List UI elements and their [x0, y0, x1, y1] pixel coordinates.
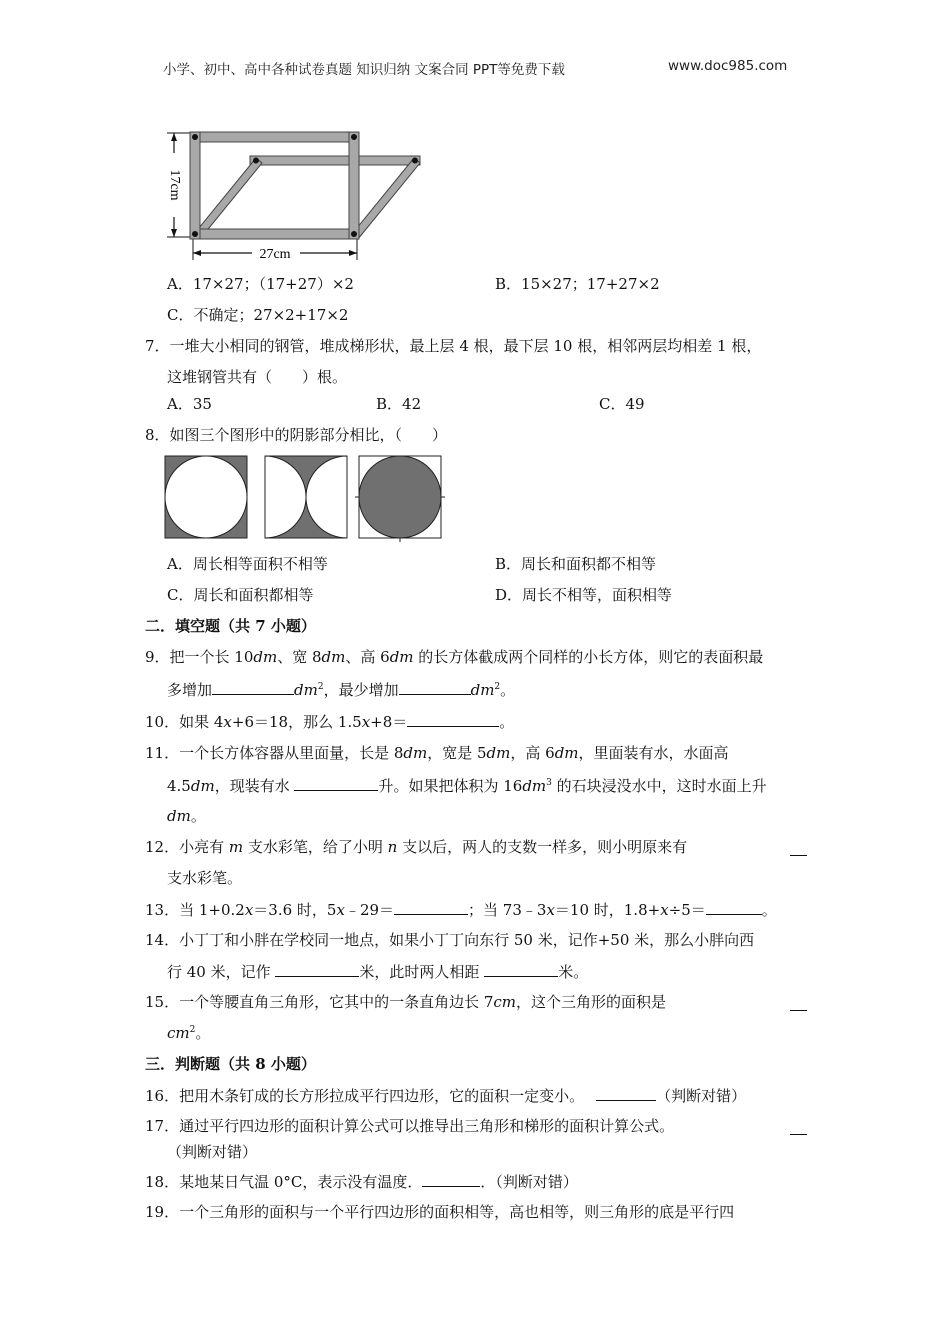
q15-text: 15．一个等腰直角三角形，它其中的一条直角边长 7 [145, 993, 494, 1011]
q10-text: 。 [499, 713, 515, 731]
q13-line [145, 899, 777, 920]
q15-line2 [167, 1023, 210, 1043]
q18-text: 18．某地某日气温 0°C，表示没有温度． [145, 1173, 423, 1191]
q10-blank[interactable] [407, 711, 499, 727]
q12-line2: 支水彩笔。 [167, 869, 243, 887]
nail-icon [412, 158, 418, 164]
q12-text: 支以后，两人的支数一样多，则小明原来有 [397, 838, 688, 856]
q8-option-c: C．周长和面积都相等 [167, 586, 314, 604]
rectangle-top-stick [191, 132, 359, 142]
q10-text: +8＝ [370, 713, 408, 731]
q9-text: ，最少增加 [323, 681, 399, 699]
q14-line2 [167, 961, 588, 982]
q11-text: ，宽是 5 [427, 744, 487, 762]
q9-unit: dm [253, 648, 278, 666]
q10-text: +6＝18，那么 1.5 [231, 713, 362, 731]
q12-var: n [387, 838, 398, 856]
q17-blank[interactable] [790, 1119, 807, 1135]
header-site: www.doc985.com [668, 58, 788, 74]
q12-blank[interactable] [790, 840, 807, 856]
q18-line [145, 1171, 578, 1192]
q13-text: ；当 73﹣3 [468, 901, 547, 919]
q18-blank[interactable] [422, 1171, 480, 1187]
q11-text: 的石块浸没水中，这时水面上升 [551, 777, 767, 795]
q14-text: 米。 [558, 963, 589, 981]
q13-var: x [244, 901, 254, 919]
q7-option-c: C．49 [599, 395, 645, 413]
figure-rectangle-parallelogram [160, 125, 430, 265]
q7-stem-line2: 这堆钢管共有（ ）根。 [167, 368, 348, 386]
q13-text: ÷5＝ [668, 901, 706, 919]
arrow-left-icon [193, 250, 201, 256]
nail-icon [192, 134, 198, 140]
q9-blank-min[interactable] [399, 679, 471, 695]
q11-line1 [145, 743, 729, 763]
q15-sup: 2 [189, 1025, 196, 1035]
q11-text: ，现装有水 [214, 777, 295, 795]
q18-text: ．（判断对错） [480, 1173, 578, 1191]
q15-text: ，这个三角形的面积是 [516, 993, 667, 1011]
q9-sup: 2 [317, 682, 324, 692]
q17-line1: 17．通过平行四边形的面积计算公式可以推导出三角形和梯形的面积计算公式。 [145, 1117, 675, 1135]
q11-text: 。 [190, 807, 206, 825]
q8-figures [163, 454, 448, 544]
q11-blank-water[interactable] [294, 775, 378, 791]
q9-text: 9．把一个长 10 [145, 648, 254, 666]
q7-option-a: A．35 [167, 395, 212, 413]
q11-unit: dm [190, 777, 215, 795]
q13-var: x [546, 901, 555, 919]
arrow-down-icon [171, 229, 177, 237]
q11-text: 升。如果把体积为 16 [378, 777, 523, 795]
q9-unit: dm [321, 648, 346, 666]
q8-option-b: B．周长和面积都不相等 [495, 555, 657, 573]
q9-unit: dm [470, 681, 495, 699]
q14-text: 行 40 米，记作 [167, 963, 276, 981]
q15-line1 [145, 992, 666, 1012]
q11-unit: dm [554, 744, 579, 762]
q15-text: 。 [195, 1024, 211, 1042]
q10-var: x [361, 713, 371, 731]
q16-text: 16．把用木条钉成的长方形拉成平行四边形，它的面积一定变小。 [145, 1087, 585, 1105]
q7-option-b: B．42 [376, 395, 422, 413]
parallelogram-top-stick [250, 156, 420, 165]
q9-unit: dm [294, 681, 318, 699]
q16-line [145, 1085, 746, 1106]
q13-text: ＝3.6 时，5 [253, 901, 337, 919]
q13-text: ＝10 时，1.8+ [554, 901, 661, 919]
q9-blank-max[interactable] [212, 679, 294, 695]
q14-blank-distance[interactable] [484, 961, 558, 977]
q11-unit: dm [403, 744, 428, 762]
q12-text: 12．小亮有 [145, 838, 229, 856]
q9-unit: dm [389, 648, 414, 666]
q14-blank-record[interactable] [275, 961, 359, 977]
q11-unit: dm [522, 777, 547, 795]
q9-text: 、宽 8 [277, 648, 322, 666]
nail-icon [351, 231, 357, 237]
q11-line2 [167, 775, 767, 796]
q11-unit: dm [167, 807, 191, 825]
q13-var: x [336, 901, 345, 919]
q12-var: m [228, 838, 244, 856]
header-text: 小学、初中、高中各种试卷真题 知识归纳 文案合同 PPT等免费下载 [163, 62, 565, 78]
q16-text: （判断对错） [656, 1087, 747, 1105]
q13-blank-1[interactable] [394, 899, 468, 915]
parallelogram-left-stick [194, 158, 262, 239]
q8-option-a: A．周长相等面积不相等 [167, 555, 328, 573]
fig1-circle [165, 456, 247, 538]
q9-line2 [167, 679, 515, 700]
q9-text: 、高 6 [345, 648, 390, 666]
q14-line1: 14．小丁丁和小胖在学校同一地点，如果小丁丁向东行 50 米，记作+50 米，那么小胖向西 [145, 931, 755, 949]
q9-text: 多增加 [167, 681, 213, 699]
q10-var: x [223, 713, 232, 731]
q16-blank[interactable] [596, 1085, 656, 1101]
q13-text: 。 [761, 901, 777, 919]
q13-text: 13．当 1+0.2 [145, 901, 245, 919]
width-label: 27cm [259, 247, 291, 262]
q11-sup: 3 [546, 778, 552, 788]
parallelogram-right-stick [352, 158, 420, 239]
q9-line1 [145, 647, 763, 667]
q10-text: 10．如果 4 [145, 713, 224, 731]
q12-line1 [145, 837, 687, 857]
q11-text: ，高 6 [510, 744, 555, 762]
nail-icon [253, 158, 259, 164]
q11-text: 11．一个长方体容器从里面量，长是 8 [145, 744, 404, 762]
q9-text: 。 [500, 681, 516, 699]
arrow-up-icon [171, 133, 177, 141]
nail-icon [351, 134, 357, 140]
q19-line1: 19．一个三角形的面积与一个平行四边形的面积相等，高也相等，则三角形的底是平行四 [145, 1203, 735, 1221]
rectangle-bottom-stick [191, 229, 359, 239]
q11-text: ，里面装有水，水面高 [578, 744, 729, 762]
nail-icon [192, 231, 198, 237]
q11-text: 4.5 [167, 777, 191, 795]
q12-text: 支水彩笔，给了小明 [243, 838, 388, 856]
q8-stem: 8．如图三个图形中的阴影部分相比，（ ） [145, 426, 448, 444]
section3-title: 三．判断题（共 8 小题） [145, 1055, 316, 1073]
q7-stem-line1: 7．一堆大小相同的钢管，堆成梯形状，最上层 4 根，最下层 10 根，相邻两层均相差 1 根， [145, 337, 762, 355]
q6-option-a: A．17×27；（17+27）×2 [167, 275, 354, 293]
q11-line3 [167, 806, 206, 826]
q9-text: 的长方体截成两个同样的小长方体，则它的表面积最 [413, 648, 764, 666]
arrow-right-icon [349, 250, 357, 256]
q10-line [145, 711, 514, 732]
q15-blank[interactable] [790, 995, 807, 1011]
q6-option-b: B．15×27；17+27×2 [495, 275, 660, 293]
q13-blank-2[interactable] [706, 899, 762, 915]
q6-option-c: C．不确定；27×2+17×2 [167, 306, 349, 324]
q13-text: ﹣29＝ [344, 901, 395, 919]
q13-var: x [660, 901, 669, 919]
q9-sup: 2 [494, 682, 501, 692]
rectangle-right-stick [349, 132, 359, 239]
q15-unit: cm [493, 993, 517, 1011]
rectangle-left-stick [190, 132, 200, 239]
section2-title: 二．填空题（共 7 小题） [145, 617, 316, 635]
q8-option-d: D．周长不相等，面积相等 [495, 586, 673, 604]
q14-text: 米，此时两人相距 [359, 963, 485, 981]
q15-unit: cm [167, 1024, 190, 1042]
q11-unit: dm [486, 744, 511, 762]
q17-line2: （判断对错） [167, 1143, 258, 1161]
height-label: 17cm [166, 169, 182, 201]
